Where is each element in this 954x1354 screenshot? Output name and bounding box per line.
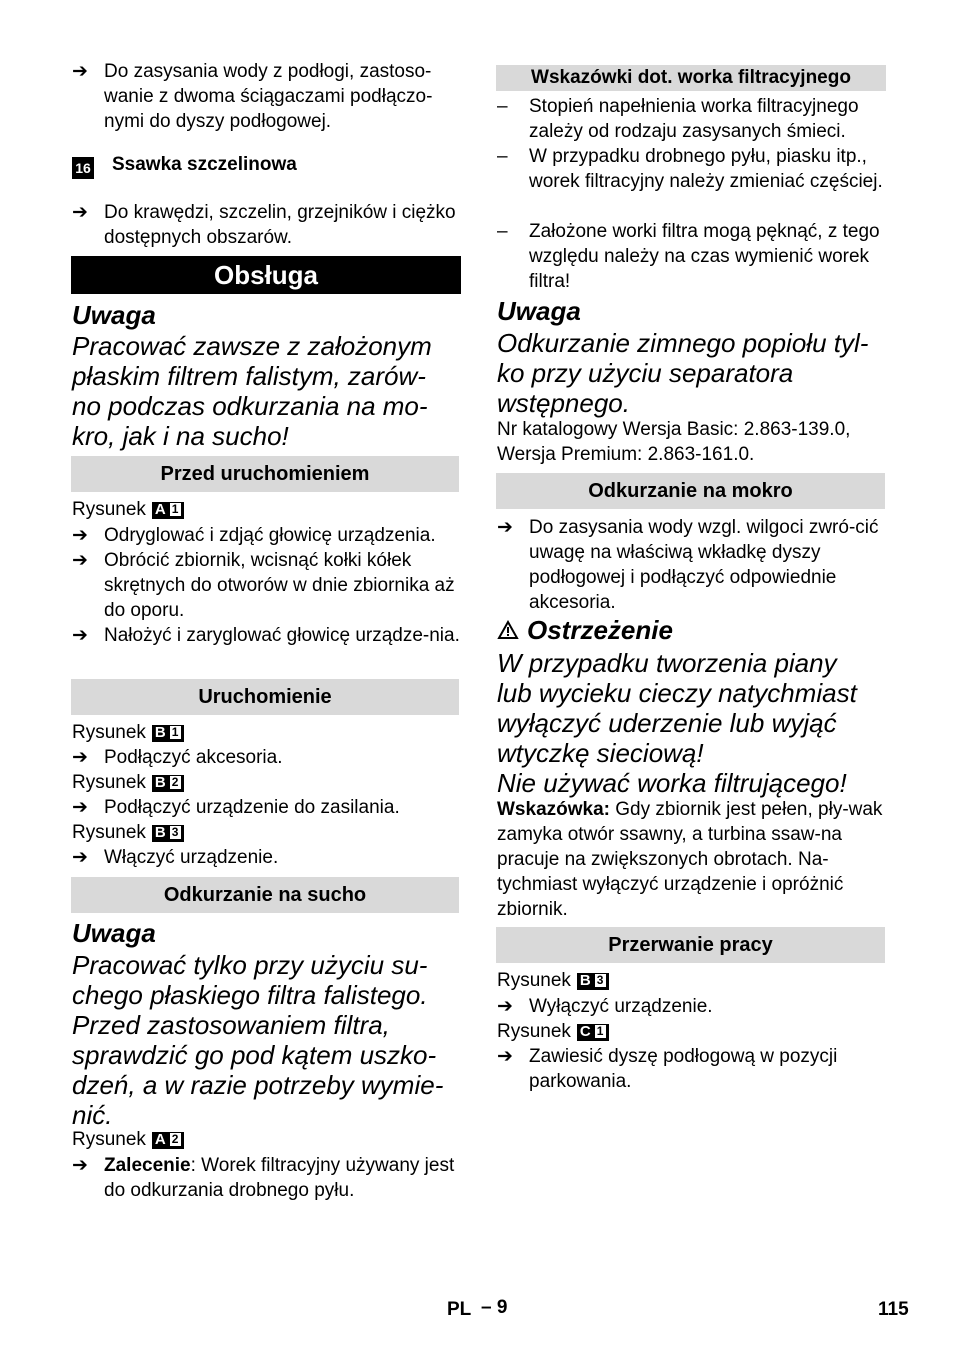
note-title: Uwaga [497,296,581,326]
list-item: ➔ Odryglować i zdjąć głowicę urządzenia. [72,525,436,546]
list-item: – Założone worki filtra mogą pęknąć, z tego względu należy na czas wymienić worek filtra! [497,221,880,292]
arrow-right-icon: ➔ [497,996,513,1017]
list-item: – W przypadku drobnego pyłu, piasku itp., worek filtracyjny należy zmieniać częściej. [497,146,883,192]
section-heading: Odkurzanie na mokro [496,473,885,509]
figure-ref: Rysunek B 2 [72,770,184,795]
arrow-right-icon: ➔ [72,747,88,768]
section-heading: Odkurzanie na sucho [71,877,459,913]
list-item: – Stopień napełnienia worka filtracyjnego zależy od rodzaju zasysanych śmieci. [497,96,859,142]
arrow-right-icon: ➔ [72,847,88,868]
footer-language: PL [447,1299,472,1320]
note-paragraph: Wskazówka: Gdy zbiornik jest pełen, pły-wak zamyka otwór ssawny, a turbina ssaw-na pracuje na zwiększonych obrotach. Na-tychmiast wyłączyć urządzenie i opróżnić zbiornik. [497,799,883,920]
list-item: ➔ Do krawędzi, szczelin, grzejników i ciężko dostępnych obszarów. [72,202,456,248]
section-heading: Ssawka szczelinowa [112,154,297,175]
warning-text: W przypadku tworzenia piany lub wycieku cieczy natychmiast wyłączyć uderzenie lub wyjąć wtyczkę sieciową! Nie używać worka filtrującego! [497,648,857,798]
figure-ref: Rysunek B 3 [72,820,184,845]
list-item: ➔ Do zasysania wody wzgl. wilgoci zwró-cić uwagę na właściwą wkładkę dyszy podłogowej i podłączyć odpowiednie akcesoria. [497,517,879,613]
section-heading: Przed uruchomieniem [71,456,459,492]
list-item: ➔ Włączyć urządzenie. [72,847,279,868]
section-heading: Uruchomienie [71,679,459,715]
list-item: ➔ Zawiesić dyszę podłogową w pozycji parkowania. [497,1046,838,1092]
arrow-right-icon: ➔ [497,1046,513,1067]
section-heading: Przerwanie pracy [496,927,885,963]
arrow-right-icon: ➔ [72,525,88,546]
figure-icon: B 2 [152,775,185,792]
list-item: ➔ Do zasysania wody z podłogi, zastoso-wanie z dwoma ściągaczami podłączo-nymi do dyszy podłogowej. [72,61,433,132]
figure-icon: B 1 [152,725,185,742]
arrow-right-icon: ➔ [497,517,513,538]
note-text: Odkurzanie zimnego popiołu tyl- ko przy użyciu separatora wstępnego. [497,328,869,418]
footer-page-dash: – 9 [481,1297,508,1318]
list-item: ➔ Podłączyć urządzenie do zasilania. [72,797,400,818]
list-item: ➔ Podłączyć akcesoria. [72,747,283,768]
note-title: Uwaga [72,918,156,948]
page-number: 115 [878,1299,909,1320]
figure-icon: A 2 [152,1132,185,1149]
arrow-right-icon: ➔ [72,202,88,223]
figure-icon: B 3 [577,973,610,990]
note-text: Pracować zawsze z założonym płaskim filtrem falistym, zarów- no podczas odkurzania na mo- kro, jak i na sucho! [72,331,432,451]
figure-ref: Rysunek A 2 [72,1127,184,1152]
figure-icon: A 1 [152,502,185,519]
list-item: ➔ Zalecenie: Worek filtracyjny używany jest do odkurzania drobnego pyłu. [72,1155,455,1201]
figure-ref: Rysunek C 1 [497,1019,609,1044]
arrow-right-icon: ➔ [72,797,88,818]
list-item: ➔ Obrócić zbiornik, wcisnąć kołki kółek skrętnych do otworów w dnie zbiornika aż do oporu. [72,550,455,621]
note-title: Uwaga [72,300,156,330]
note-text: Pracować tylko przy użyciu su- chego płaskiego filtra falistego. Przed zastosowaniem filtra, sprawdzić go pod kątem uszko- dzeń, a w razie potrzeby wymie- nić. [72,950,444,1130]
arrow-right-icon: ➔ [72,550,88,571]
arrow-right-icon: ➔ [72,625,88,646]
figure-ref: Rysunek A 1 [72,497,184,522]
warning-triangle-icon [497,620,519,640]
figure-icon: B 3 [152,825,185,842]
arrow-right-icon: ➔ [72,61,88,82]
chapter-title: Obsługa [71,256,461,294]
warning-title: Ostrzeżenie [497,615,673,645]
catalog-number: Nr katalogowy Wersja Basic: 2.863-139.0, Wersja Premium: 2.863-161.0. [497,419,851,465]
figure-ref: Rysunek B 3 [497,968,609,993]
list-item: ➔ Wyłączyć urządzenie. [497,996,713,1017]
section-number-icon: 16 [72,157,94,179]
arrow-right-icon: ➔ [72,1155,88,1176]
figure-ref: Rysunek B 1 [72,720,184,745]
section-heading: Wskazówki dot. worka filtracyjnego [496,65,886,91]
list-item: ➔ Nałożyć i zaryglować głowicę urządze-nia. [72,625,460,646]
figure-icon: C 1 [577,1024,610,1041]
